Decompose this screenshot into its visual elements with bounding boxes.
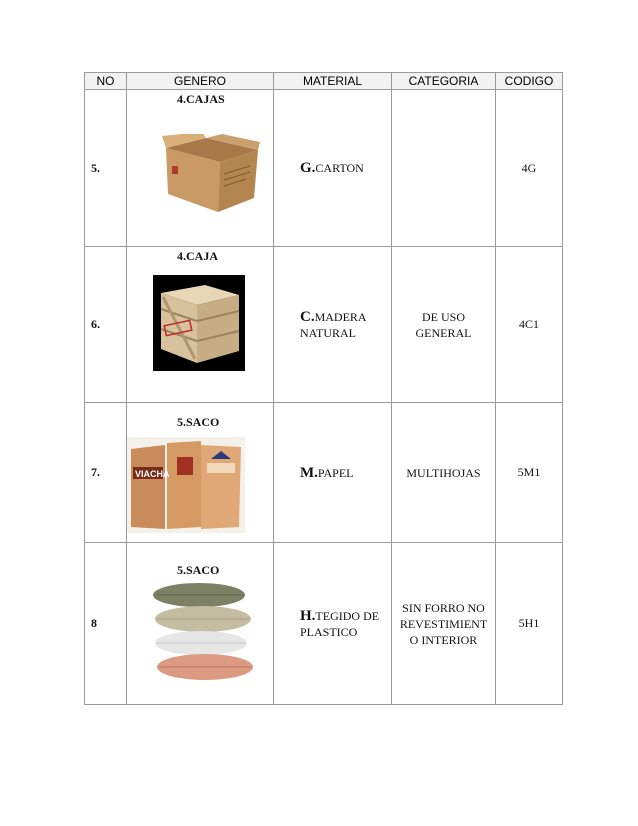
material-cell [274,90,392,247]
genero-label: 4.CAJA [177,249,218,263]
material-code-letter: M. [300,464,318,481]
cardboard-box-icon [162,134,262,214]
categoria-line: MULTIHOJAS [406,465,481,480]
header-no: NO [85,73,127,90]
material-name: PAPEL [317,465,354,480]
codigo-cell: 4G [496,90,563,247]
genero-cell [127,247,274,403]
categoria-line: GENERAL [415,325,472,340]
genero-label: 5.SACO [177,415,220,429]
categoria-cell [392,403,496,543]
paper-cement-sacks-icon [127,437,245,533]
row-number: 6. [85,247,127,403]
material-cell [274,247,392,403]
material-name-line2: NATURAL [300,325,356,340]
material-cell [274,403,392,543]
header-codigo: CODIGO [496,73,563,90]
material-code-letter: H. [300,607,316,624]
material-code-letter: G. [300,160,316,176]
row-number: 5. [85,90,127,247]
categoria-line: DE USO [421,309,465,324]
table-row [85,403,563,543]
material-name: CARTON [315,161,364,175]
header-material: MATERIAL [274,73,392,90]
material-cell [274,543,392,705]
material-name-line2: PLASTICO [300,624,358,639]
brand-logo-text: VIACHA [135,469,170,479]
table-row [85,247,563,403]
codigo-cell: 5M1 [496,403,563,543]
material-name: TEGIDO DE [315,608,380,623]
categoria-cell [392,90,496,247]
header-row [85,73,563,90]
row-number: 8 [85,543,127,705]
header-genero: GENERO [127,73,274,90]
categoria-line: SIN FORRO NO [402,600,485,615]
table-row [85,90,563,247]
categoria-cell [392,247,496,403]
categoria-line: O INTERIOR [409,632,478,647]
codigo-cell: 4C1 [496,247,563,403]
header-categoria: CATEGORIA [392,73,496,90]
genero-label: 4.CAJAS [177,92,225,106]
genero-label: 5.SACO [177,563,220,577]
woven-plastic-sacks-icon [147,581,255,685]
packaging-table [84,72,563,705]
material-code-letter: C. [300,308,315,325]
genero-cell [127,543,274,705]
material-name: MADERA [314,309,367,324]
wooden-crate-icon [153,275,245,371]
genero-cell [127,90,274,247]
categoria-cell [392,543,496,705]
row-number: 7. [85,403,127,543]
table-row [85,543,563,705]
codigo-cell: 5H1 [496,543,563,705]
genero-cell [127,403,274,543]
categoria-line: REVESTIMIENT [399,616,488,631]
